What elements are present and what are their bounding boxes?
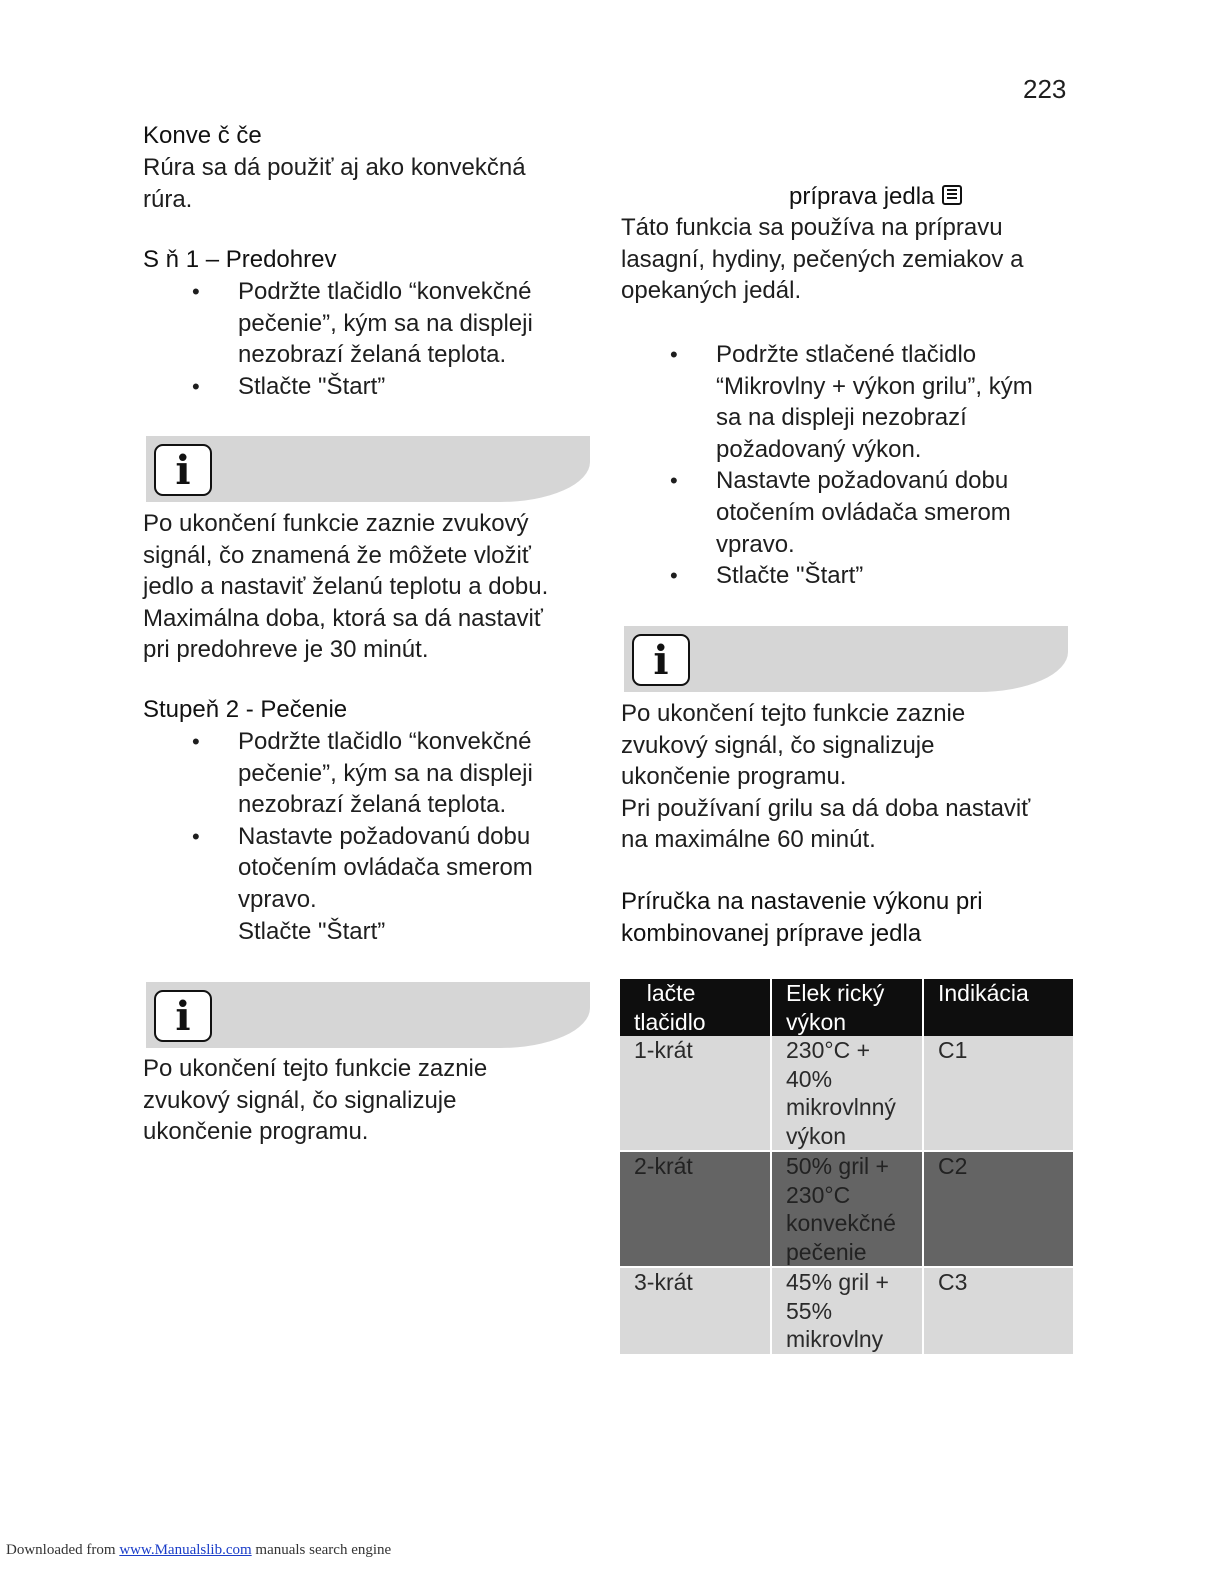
list-item: • Nastavte požadovanú dobu otočením ovládača smerom vpravo. — [238, 821, 533, 916]
footer — [6, 1542, 391, 1559]
table-cell: 2-krát — [620, 1151, 771, 1267]
combi-list — [716, 339, 1033, 592]
manualslib-link[interactable]: www.Manualslib.com — [119, 1542, 252, 1558]
table-row — [620, 1036, 1074, 1151]
table-cell: 230°C + 40% mikrovlnný výkon — [771, 1036, 923, 1151]
combi-heading: príprava jedla — [789, 181, 962, 213]
table-cell: 3-krát — [620, 1267, 771, 1355]
table-header-row — [620, 979, 1074, 1036]
note3-text: Po ukončení tejto funkcie zaznie zvukový signál, čo signalizuje ukončenie programu. Pri používaní grilu sa dá doba nastaviť na maximálne 60 minút. — [621, 700, 1031, 854]
table-cell: C1 — [923, 1036, 1074, 1151]
info-icon: i — [154, 990, 212, 1042]
list-item: • Podržte stlačené tlačidlo “Mikrovlny + výkon grilu”, kým sa na displeji nezobrazí požadovaný výkon. — [716, 339, 1033, 465]
table-cell: 45% gril + 55% mikrovlny — [771, 1267, 923, 1355]
info-note-bar — [146, 436, 590, 502]
table-cell: 1-krát — [620, 1036, 771, 1151]
note1-text: Po ukončení funkcie zaznie zvukový signál, čo znamená že môžete vložiť jedlo a nastaviť želanú teplotu a dobu. Maximálna doba, ktorá sa dá nastaviť pri predohreve je 30 minút. — [143, 510, 549, 664]
list-item: Stlačte "Štart” — [238, 917, 386, 945]
footer-suffix: manuals search engine — [255, 1542, 392, 1558]
column-header: Indikácia — [923, 979, 1074, 1036]
step1-list — [238, 276, 533, 402]
table-cell: C2 — [923, 1151, 1074, 1267]
note2-text: Po ukončení tejto funkcie zaznie zvukový signál, čo signalizuje ukončenie programu. — [143, 1055, 488, 1146]
list-item: • Nastavte požadovanú dobu otočením ovládača smerom vpravo. — [716, 465, 1033, 560]
list-item: • Podržte tlačidlo “konvekčné pečenie”, kým sa na displeji nezobrazí želaná teplota. — [238, 726, 533, 821]
info-icon: i — [632, 634, 690, 686]
power-settings-table — [620, 979, 1075, 1356]
list-item: • Stlačte "Štart” — [238, 371, 533, 403]
table-cell: C3 — [923, 1267, 1074, 1355]
page-number: 223 — [1023, 74, 1067, 104]
footer-prefix: Downloaded from — [6, 1542, 116, 1558]
info-note-bar — [624, 626, 1068, 692]
step2-list — [238, 726, 533, 947]
guide-heading: Príručka na nastavenie výkonu pri kombinovanej príprave jedla — [621, 888, 983, 947]
step2-heading: Stupeň 2 - Pečenie — [143, 696, 348, 723]
step1-heading: S ň 1 – Predohrev — [143, 246, 337, 273]
table-cell: 50% gril + 230°C konvekčné pečenie — [771, 1151, 923, 1267]
combi-text: Táto funkcia sa používa na prípravu lasagní, hydiny, pečených zemiakov a opekaných jedál. — [621, 214, 1024, 305]
table-row — [620, 1151, 1074, 1267]
list-item: • Stlačte "Štart” — [716, 560, 1033, 592]
list-item: • Podržte tlačidlo “konvekčné pečenie”, kým sa na displeji nezobrazí želaná teplota. — [238, 276, 533, 371]
column-header: Elek rický výkon — [771, 979, 923, 1036]
column-header: lačte tlačidlo — [620, 979, 771, 1036]
table-row — [620, 1267, 1074, 1355]
convection-heading: Konve č če — [143, 122, 262, 149]
convection-text: Rúra sa dá použiť aj ako konvekčná rúra. — [143, 154, 526, 213]
info-note-bar — [146, 982, 590, 1048]
combination-cooking-icon — [942, 185, 962, 205]
info-icon: i — [154, 444, 212, 496]
